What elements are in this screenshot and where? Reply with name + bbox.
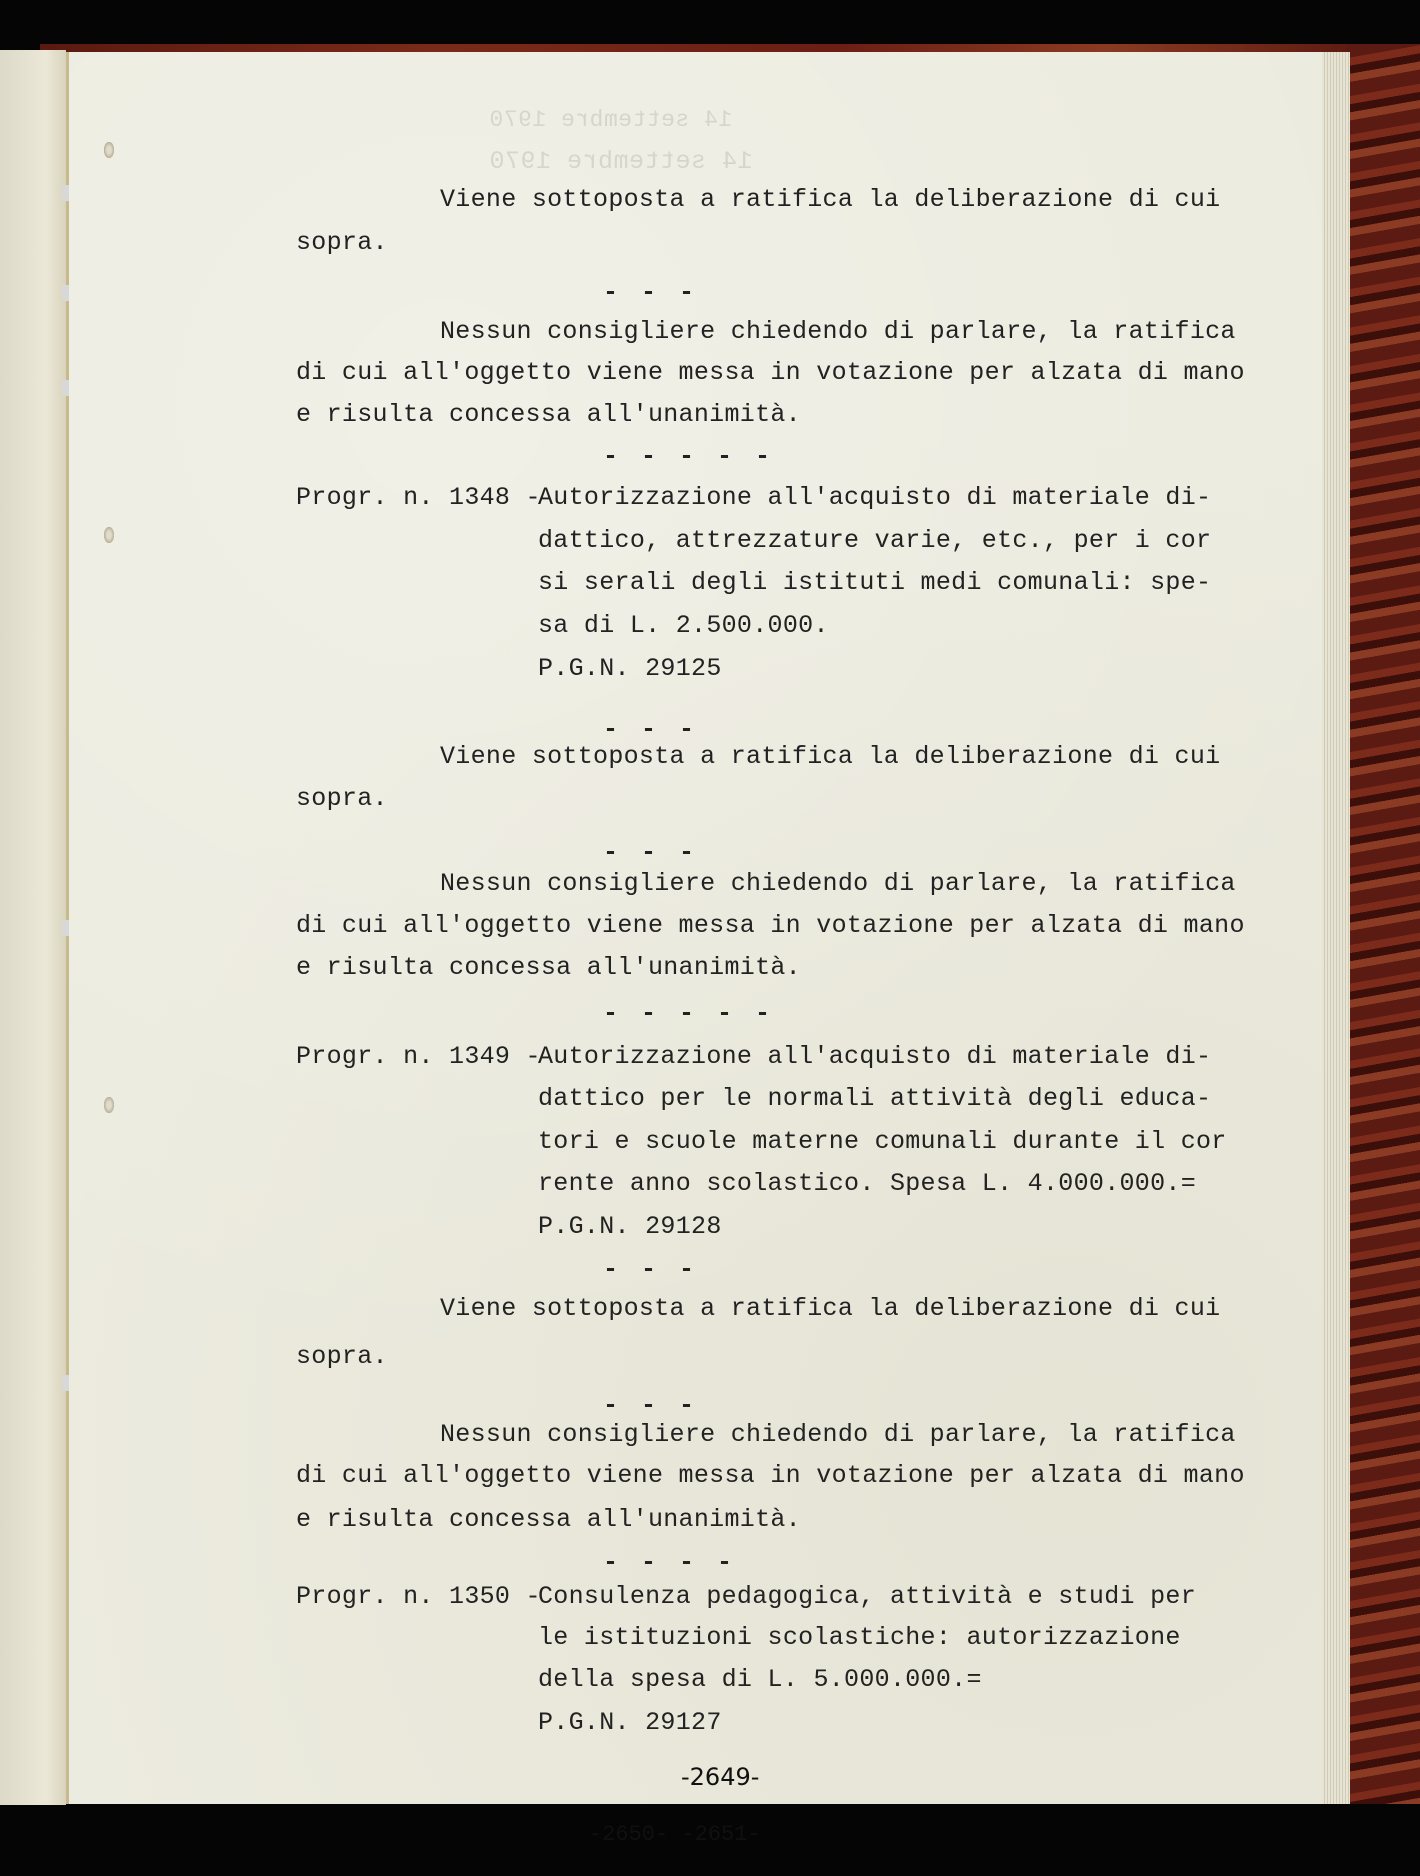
text-line: Viene sottoposta a ratifica la deliberazione di cui (440, 742, 1221, 771)
left-page-edge (0, 50, 66, 1805)
separator: - - - (603, 278, 699, 307)
document-page (69, 52, 1322, 1847)
bleed-through-header: 14 settembre 1970 (489, 147, 753, 176)
pgn-number: P.G.N. 29128 (538, 1212, 722, 1241)
text-line: Nessun consigliere chiedendo di parlare, la ratifica (440, 317, 1236, 346)
pgn-number: P.G.N. 29127 (538, 1708, 722, 1737)
text-line: sopra. (296, 784, 388, 813)
item-text-line: Autorizzazione all'acquisto di materiale di- (538, 1042, 1212, 1071)
text-line: Viene sottoposta a ratifica la deliberazione di cui (440, 185, 1221, 214)
text-line: di cui all'oggetto viene messa in votazione per alzata di mano (296, 358, 1245, 387)
separator: - - - - (603, 1548, 737, 1577)
separator: - - - - - (603, 442, 775, 471)
item-text-line: tori e scuole materne comunali durante il cor (538, 1127, 1227, 1156)
text-line: e risulta concessa all'unanimità. (296, 1505, 801, 1534)
text-line: Nessun consigliere chiedendo di parlare, la ratifica (440, 1420, 1236, 1449)
text-line: di cui all'oggetto viene messa in votazione per alzata di mano (296, 1461, 1245, 1490)
item-text-line: sa di L. 2.500.000. (538, 611, 829, 640)
item-text-line: si serali degli istituti medi comunali: spe- (538, 568, 1212, 597)
page-edges (1322, 52, 1350, 1804)
progr-label: Progr. n. 1348 - (296, 483, 541, 512)
separator: - - - (603, 715, 699, 744)
text-line: e risulta concessa all'unanimità. (296, 400, 801, 429)
punch-hole-icon (104, 142, 114, 158)
progr-label: Progr. n. 1349 - (296, 1042, 541, 1071)
book-cover-right (1346, 44, 1420, 1804)
separator: - - - - - (603, 999, 775, 1028)
page-number: -2649- (681, 1763, 760, 1791)
text-line: sopra. (296, 228, 388, 257)
item-text-line: Autorizzazione all'acquisto di materiale di- (538, 483, 1212, 512)
pgn-number: P.G.N. 29125 (538, 654, 722, 683)
text-line: Nessun consigliere chiedendo di parlare, la ratifica (440, 869, 1236, 898)
text-line: di cui all'oggetto viene messa in votazione per alzata di mano (296, 911, 1245, 940)
item-text-line: dattico per le normali attività degli educa- (538, 1084, 1212, 1113)
book-cover-top (40, 44, 1370, 52)
item-text-line: rente anno scolastico. Spesa L. 4.000.000.= (538, 1169, 1197, 1198)
bleed-through-page-numbers: -2650- -2651- (589, 1822, 761, 1847)
progr-label: Progr. n. 1350 - (296, 1582, 541, 1611)
text-line: e risulta concessa all'unanimità. (296, 953, 801, 982)
separator: - - - (603, 1391, 699, 1420)
punch-hole-icon (104, 1097, 114, 1113)
item-text-line: della spesa di L. 5.000.000.= (538, 1665, 982, 1694)
text-line: sopra. (296, 1342, 388, 1371)
punch-hole-icon (104, 527, 114, 543)
separator: - - - (603, 838, 699, 867)
item-text-line: Consulenza pedagogica, attività e studi per (538, 1582, 1197, 1611)
bleed-through-header: 14 settembre 1970 (489, 107, 733, 133)
item-text-line: le istituzioni scolastiche: autorizzazione (538, 1623, 1181, 1652)
text-line: Viene sottoposta a ratifica la deliberazione di cui (440, 1294, 1221, 1323)
separator: - - - (603, 1255, 699, 1284)
item-text-line: dattico, attrezzature varie, etc., per i cor (538, 526, 1212, 555)
